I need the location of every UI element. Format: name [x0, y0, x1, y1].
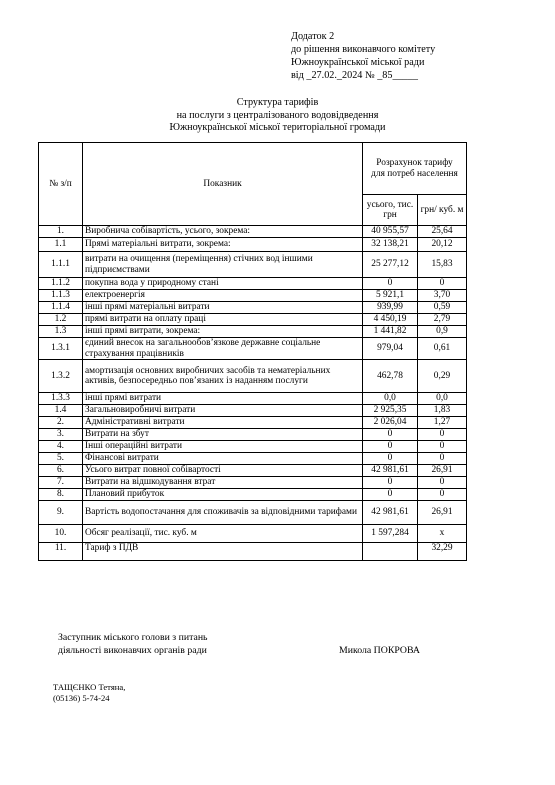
table-row: [39, 489, 467, 501]
row-per-unit: 0,9: [418, 326, 467, 338]
row-indicator: інші прямі витрати: [83, 393, 363, 405]
row-per-unit: 0: [418, 441, 467, 453]
executor-phone: (05136) 5-74-24: [53, 693, 110, 703]
position-line-1: Заступник міського голови з питань: [58, 632, 208, 643]
annex-line-2: до рішення виконавчого комітету: [291, 44, 436, 55]
row-number: 1.: [39, 226, 83, 238]
row-per-unit: 0,61: [418, 338, 467, 360]
row-number: 1.3.1: [39, 338, 83, 360]
row-per-unit: 1,83: [418, 405, 467, 417]
table-row: [39, 453, 467, 465]
row-indicator: Тариф з ПДВ: [83, 543, 363, 561]
row-per-unit: 0,59: [418, 302, 467, 314]
row-number: 1.4: [39, 405, 83, 417]
row-total: 462,78: [363, 360, 418, 393]
row-per-unit: 0,29: [418, 360, 467, 393]
row-number: 1.3.2: [39, 360, 83, 393]
row-number: 1.3: [39, 326, 83, 338]
tariff-structure-table: [38, 142, 467, 561]
table-row: [39, 338, 467, 360]
row-indicator: амортизація основних виробничих засобів та нематеріальних активів, безпосередньо пов’язаних із наданням послуги: [83, 360, 363, 393]
row-indicator: Прямі матеріальні витрати, зокрема:: [83, 238, 363, 252]
row-per-unit: 0: [418, 489, 467, 501]
row-total: 2 925,35: [363, 405, 418, 417]
row-number: 10.: [39, 525, 83, 543]
table-row: [39, 525, 467, 543]
row-total: 4 450,19: [363, 314, 418, 326]
row-total: 0: [363, 278, 418, 290]
row-total: 979,04: [363, 338, 418, 360]
annex-block: [291, 30, 435, 82]
row-indicator: електроенергія: [83, 290, 363, 302]
row-total: 0: [363, 489, 418, 501]
document-title: [0, 97, 555, 135]
row-per-unit: 3,70: [418, 290, 467, 302]
row-indicator: інші прямі витрати, зокрема:: [83, 326, 363, 338]
row-total: 0: [363, 453, 418, 465]
row-indicator: інші прямі матеріальні витрати: [83, 302, 363, 314]
row-indicator: Фінансові витрати: [83, 453, 363, 465]
table-row: [39, 302, 467, 314]
title-line-2: на послуги з централізованого водовідведення: [176, 109, 379, 121]
row-per-unit: 26,91: [418, 465, 467, 477]
row-indicator: Адміністративні витрати: [83, 417, 363, 429]
row-per-unit: 1,27: [418, 417, 467, 429]
row-per-unit: 25,64: [418, 226, 467, 238]
row-total: 42 981,61: [363, 465, 418, 477]
table-row: [39, 278, 467, 290]
header-indicator: Показник: [83, 143, 363, 226]
annex-line-4: від _27.02._2024 № _85_____: [291, 70, 418, 81]
row-indicator: Вартість водопостачання для споживачів за відповідними тарифами: [83, 501, 363, 525]
row-indicator: Інші операційні витрати: [83, 441, 363, 453]
row-number: 1.1.1: [39, 252, 83, 278]
table-row: [39, 226, 467, 238]
row-number: 4.: [39, 441, 83, 453]
row-number: 6.: [39, 465, 83, 477]
row-number: 1.3.3: [39, 393, 83, 405]
row-per-unit: 0: [418, 278, 467, 290]
executor-block: [53, 682, 125, 704]
row-total: 42 981,61: [363, 501, 418, 525]
signatory-position: [58, 631, 208, 657]
row-total: 939,99: [363, 302, 418, 314]
table-row: [39, 326, 467, 338]
row-indicator: покупна вода у природному стані: [83, 278, 363, 290]
row-indicator: Витрати на збут: [83, 429, 363, 441]
row-total: 0: [363, 441, 418, 453]
row-indicator: єдиний внесок на загальнообов’язкове державне соціальне страхування працівників: [83, 338, 363, 360]
row-per-unit: 0: [418, 429, 467, 441]
row-number: 1.1.3: [39, 290, 83, 302]
table-row: [39, 429, 467, 441]
row-indicator: Усього витрат повної собівартості: [83, 465, 363, 477]
row-total: 25 277,12: [363, 252, 418, 278]
header-calc: Розрахунок тарифу для потреб населення: [363, 143, 467, 195]
table-row: [39, 252, 467, 278]
row-total: 0: [363, 477, 418, 489]
header-per-unit: грн/ куб. м: [418, 195, 467, 226]
row-total: [363, 543, 418, 561]
row-per-unit: 0: [418, 453, 467, 465]
table-row: [39, 360, 467, 393]
row-per-unit: 20,12: [418, 238, 467, 252]
row-per-unit: 2,79: [418, 314, 467, 326]
table-row: [39, 441, 467, 453]
row-per-unit: 0: [418, 477, 467, 489]
position-line-2: діяльності виконавчих органів ради: [58, 645, 207, 656]
row-total: 5 921,1: [363, 290, 418, 302]
row-indicator: прямі витрати на оплату праці: [83, 314, 363, 326]
row-total: 0: [363, 429, 418, 441]
title-line-3: Южноукраїнської міської територіальної громади: [169, 122, 386, 133]
table-row: [39, 465, 467, 477]
row-total: 40 955,57: [363, 226, 418, 238]
row-per-unit: 26,91: [418, 501, 467, 525]
header-num: № з/п: [39, 143, 83, 226]
table-row: [39, 393, 467, 405]
signatory-name: Микола ПОКРОВА: [339, 645, 420, 656]
row-per-unit: 32,29: [418, 543, 467, 561]
table-row: [39, 543, 467, 561]
row-indicator: Виробнича собівартість, усього, зокрема:: [83, 226, 363, 238]
table-row: [39, 405, 467, 417]
row-number: 3.: [39, 429, 83, 441]
table-row: [39, 417, 467, 429]
row-number: 1.2: [39, 314, 83, 326]
table-row: [39, 314, 467, 326]
row-number: 9.: [39, 501, 83, 525]
row-per-unit: х: [418, 525, 467, 543]
table-row: [39, 290, 467, 302]
row-total: 2 026,04: [363, 417, 418, 429]
row-number: 1.1: [39, 238, 83, 252]
row-total: 1 441,82: [363, 326, 418, 338]
row-number: 11.: [39, 543, 83, 561]
row-indicator: Плановий прибуток: [83, 489, 363, 501]
row-number: 1.1.2: [39, 278, 83, 290]
row-indicator: Загальновиробничі витрати: [83, 405, 363, 417]
row-indicator: Обсяг реалізації, тис. куб. м: [83, 525, 363, 543]
row-number: 8.: [39, 489, 83, 501]
row-indicator: витрати на очищення (переміщення) стічних вод іншими підприємствами: [83, 252, 363, 278]
header-total: усього, тис. грн: [363, 195, 418, 226]
row-total: 0,0: [363, 393, 418, 405]
row-per-unit: 0,0: [418, 393, 467, 405]
row-number: 7.: [39, 477, 83, 489]
row-per-unit: 15,83: [418, 252, 467, 278]
row-indicator: Витрати на відшкодування втрат: [83, 477, 363, 489]
row-number: 2.: [39, 417, 83, 429]
annex-line-3: Южноукраїнської міської ради: [291, 57, 425, 68]
row-number: 1.1.4: [39, 302, 83, 314]
row-total: 32 138,21: [363, 238, 418, 252]
executor-name: ТАЩЄНКО Тетяна,: [53, 682, 126, 692]
title-line-1: Структура тарифів: [236, 97, 319, 108]
annex-line-1: Додаток 2: [291, 31, 335, 42]
table-row: [39, 477, 467, 489]
row-total: 1 597,284: [363, 525, 418, 543]
table-row: [39, 238, 467, 252]
table-row: [39, 501, 467, 525]
row-number: 5.: [39, 453, 83, 465]
